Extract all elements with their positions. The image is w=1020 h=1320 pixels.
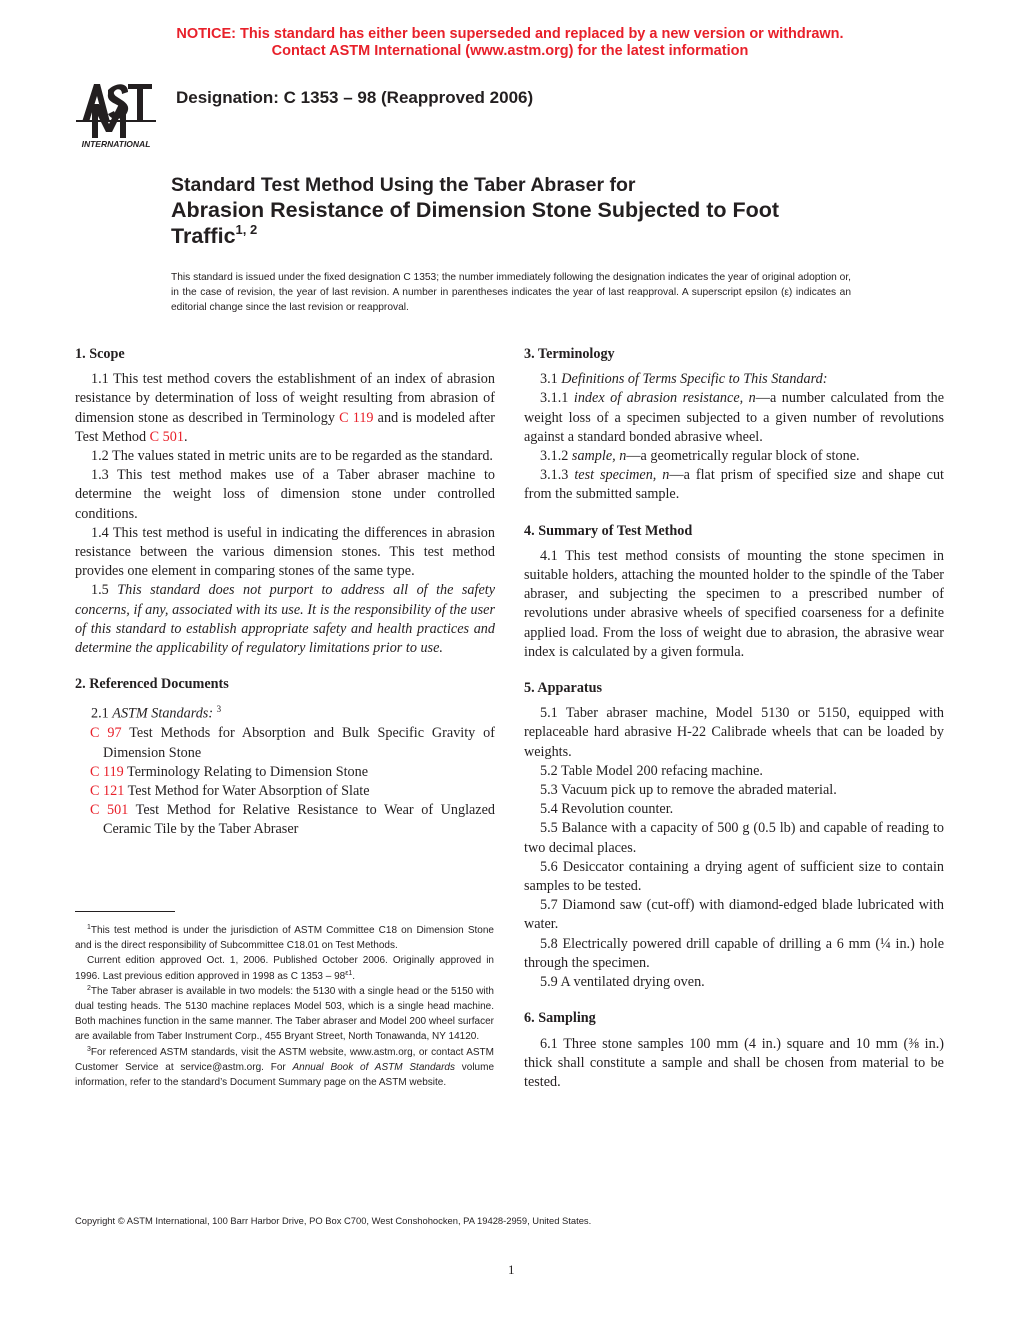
para-5-2: 5.2 Table Model 200 refacing machine. (540, 762, 763, 779)
footnote-3-mark: 3 (87, 1045, 91, 1053)
para-3-1-text: Definitions of Terms Specific to This Standard: (561, 371, 828, 388)
ref-text: Test Methods for Absorption and Bulk Specific Gravity of Dimension Stone (103, 725, 496, 761)
title-line-1: Standard Test Method Using the Taber Abraser for (171, 174, 636, 196)
para-4-1: 4.1 This test method consists of mounting the stone specimen in suitable holders, attaching the mounted holder to the spindle of the Taber abraser, and subjecting the specimen to a prescribed number of revolutions under abrasive wheels of specified coarseness for a definite applied load. From the loss of weight due to abrasion, the abrasive wear index is calculated by a given formula. (524, 547, 944, 660)
document-title (171, 173, 861, 249)
title-line-3-text: Traffic (171, 224, 236, 248)
para-3-1-2-term: sample, n (571, 448, 627, 465)
para-3-1-3 (524, 466, 944, 504)
ref-item (75, 801, 495, 839)
para-1-5-num: 1.5 (91, 582, 118, 599)
para-1-1-text-b: and is modeled after Test Method (75, 409, 495, 445)
footnote-3-text-a: For referenced ASTM standards, visit the ASTM website, www.astm.org, or contact ASTM Customer Service at service@astm.org. For (75, 1046, 494, 1073)
para-5-9: 5.9 A ventilated drying oven. (540, 974, 705, 991)
para-1-4: 1.4 This test method is useful in indicating the differences in abrasion resistance between the various dimension stones. This test method provides one element in comparing stones of the same type. (75, 524, 495, 580)
para-5-3: 5.3 Vacuum pick up to remove the abraded material. (540, 782, 837, 799)
ref-code-link[interactable]: C 501 (90, 802, 129, 819)
ref-code-link[interactable]: C 97 (90, 725, 122, 742)
para-2-1 (75, 700, 495, 724)
footnote-1b-end: . (352, 970, 355, 982)
footnote-1b-text: Current edition approved Oct. 1, 2006. Published October 2006. Originally approved in 1996. Last previous edition approved in 1998 as C 1353 – 98 (75, 955, 494, 982)
footnote-divider (75, 911, 175, 912)
footnote-2-mark: 2 (87, 984, 91, 992)
withdrawal-notice (0, 26, 1020, 60)
para-3-1-num: 3.1 (540, 371, 562, 388)
footnote-1-text: This test method is under the jurisdiction of ASTM Committee C18 on Dimension Stone and is the direct responsibility of Subcommittee C18.01 on Test Methods. (75, 925, 494, 952)
title-line-3 (171, 223, 861, 249)
para-3-1-1 (524, 389, 944, 447)
section-heading-sampling: 6. Sampling (524, 1010, 596, 1027)
footnotes (75, 923, 494, 1090)
para-3-1-1-def: —a number calculated from the weight loss of a specimen subjected to a given number of revolutions against a standard bonded abrasive wheel. (524, 390, 945, 445)
page-number: 1 (508, 1262, 515, 1277)
footnote-1-mark: 1 (87, 924, 91, 931)
para-3-1 (524, 370, 944, 389)
para-5-5: 5.5 Balance with a capacity of 500 g (0.5 lb) and capable of reading to two decimal places. (524, 820, 944, 856)
ref-text: Test Method for Relative Resistance to Wear of Unglazed Ceramic Tile by the Taber Abraser (103, 802, 495, 838)
para-1-3: 1.3 This test method makes use of a Taber abraser machine to determine the weight loss of dimension stone under controlled conditions. (75, 467, 495, 522)
footnote-1 (75, 923, 494, 953)
ref-text: Terminology Relating to Dimension Stone (123, 763, 369, 780)
para-5-7: 5.7 Diamond saw (cut-off) with diamond-edged blade lubricated with water. (524, 897, 944, 933)
para-3-1-3-term: test specimen, n (574, 467, 670, 484)
title-line-2: Abrasion Resistance of Dimension Stone Subjected to Foot (171, 198, 780, 222)
ref-item (75, 763, 495, 782)
para-5-4: 5.4 Revolution counter. (540, 801, 674, 818)
para-6-1: 6.1 Three stone samples 100 mm (4 in.) square and 10 mm (⅜ in.) thick shall constitute a sample and shall be chosen from material to be tested. (524, 1035, 944, 1090)
para-1-5-text: This standard does not purport to address all of the safety concerns, if any, associated with its use. It is the responsibility of the user of this standard to establish appropriate safety and health practices and determine the applicability of regulatory limitations prior to use. (75, 582, 495, 657)
section-heading-terminology: 3. Terminology (524, 346, 615, 362)
designation: Designation: C 1353 – 98 (Reapproved 2006) (176, 88, 534, 107)
ref-item (75, 782, 495, 801)
para-3-1-1-term: index of abrasion resistance, n (573, 390, 756, 407)
para-1-5 (75, 581, 495, 658)
para-2-1-sup: 3 (216, 704, 222, 715)
left-column (75, 345, 495, 840)
notice-line-1: NOTICE: This standard has either been superseded and replaced by a new version or withdrawn. (176, 26, 844, 42)
para-3-1-2 (524, 447, 944, 466)
para-3-1-2-num: 3.1.2 (540, 448, 572, 465)
para-1-1 (75, 370, 495, 447)
footnote-3-italic: Annual Book of ASTM Standards (292, 1061, 455, 1073)
para-2-1-text: ASTM Standards: (112, 706, 214, 723)
logo-wordmark: INTERNATIONAL (81, 139, 151, 149)
title-footnote-marks: 1, 2 (235, 222, 258, 237)
copyright-line: Copyright © ASTM International, 100 Barr Harbor Drive, PO Box C700, West Conshohocken, PA 19428-2959, United States. (75, 1215, 592, 1226)
footnote-3-text-b: volume information, refer to the standard’s Document Summary page on the ASTM website. (75, 1061, 494, 1089)
para-1-1-text-c: . (183, 428, 188, 445)
astm-logo-icon (72, 76, 160, 150)
notice-line-2: Contact ASTM International (www.astm.org) for the latest information (271, 43, 749, 59)
ref-code-link[interactable]: C 119 (90, 763, 124, 780)
footnote-3 (75, 1045, 494, 1091)
para-3-1-3-def: —a flat prism of specified size and shape cut from the submitted sample. (524, 467, 944, 503)
ref-code-link[interactable]: C 121 (90, 783, 125, 799)
para-1-1-text-a: 1.1 This test method covers the establishment of an index of abrasion resistance by determination of loss of weight resulting from abrasion of dimension stone as described in Terminology (75, 371, 495, 426)
para-3-1-2-def: —a geometrically regular block of stone. (626, 448, 860, 465)
footnote-2-text: The Taber abraser is available in two models: the 5130 with a single head or the 5150 with dual testing heads. The 5130 machine replaces Model 503, which is a single head machine. Both machines function in the same manner. The Taber abraser and Model 200 wheel surfacer are available from Taber Instrument Corp., 455 Bryant Street, North Tonawanda, NY 14120. (75, 985, 494, 1043)
para-1-2: 1.2 The values stated in metric units are to be regarded as the standard. (91, 448, 493, 465)
para-2-1-num: 2.1 (91, 706, 113, 723)
section-heading-scope: 1. Scope (75, 346, 125, 362)
footnote-1b-sup: ε1 (345, 969, 353, 977)
issuance-statement: This standard is issued under the fixed designation C 1353; the number immediately following the designation indicates the year of original adoption or, in the case of revision, the year of last revision. A number in parentheses indicates the year of last reapproval. A superscript epsilon (ε) indicates an editorial change since the last revision or reapproval. (171, 272, 851, 313)
para-3-1-3-num: 3.1.3 (540, 467, 575, 484)
footnote-1b (75, 953, 494, 983)
para-5-1: 5.1 Taber abraser machine, Model 5130 or 5150, equipped with replaceable hard abrasive H-22 Calibrade wheels that can be loaded by weights. (524, 705, 944, 760)
right-column (524, 345, 944, 1092)
para-5-8: 5.8 Electrically powered drill capable of drilling a 6 mm (¼ in.) hole through the specimen. (524, 935, 944, 971)
para-3-1-1-num: 3.1.1 (540, 390, 574, 407)
section-heading-apparatus: 5. Apparatus (524, 680, 603, 697)
link-c119[interactable]: C 119 (339, 409, 374, 426)
para-5-6: 5.6 Desiccator containing a drying agent of sufficient size to contain samples to be tested. (524, 858, 944, 895)
ref-text: Test Method for Water Absorption of Slate (124, 783, 370, 799)
section-heading-summary: 4. Summary of Test Method (524, 522, 693, 539)
footnote-2 (75, 984, 494, 1045)
link-c501[interactable]: C 501 (149, 428, 184, 445)
section-heading-referenced-documents: 2. Referenced Documents (75, 676, 229, 693)
ref-item (75, 724, 495, 762)
